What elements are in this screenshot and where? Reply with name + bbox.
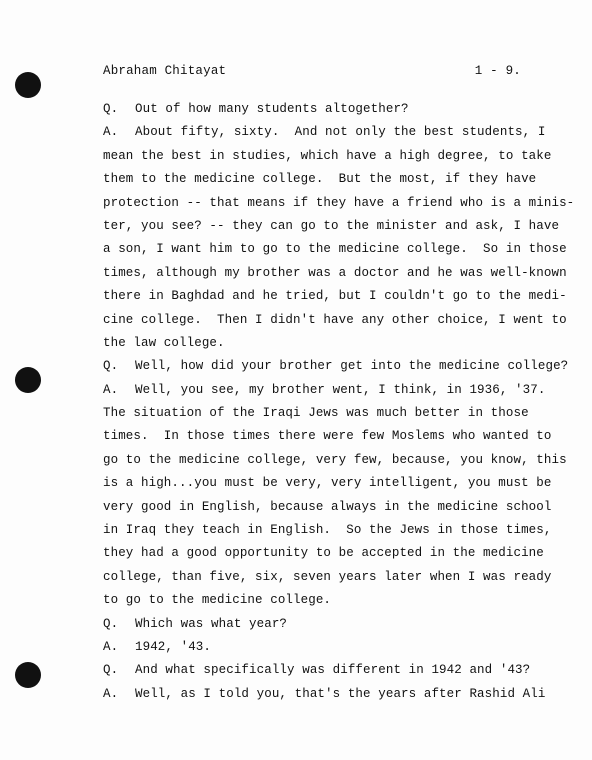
page-number: 1 - 9.	[474, 64, 521, 78]
transcript-line	[103, 238, 567, 261]
transcript-line	[103, 636, 523, 659]
speaker-label: A.	[103, 639, 119, 654]
line-text: Which was what year?	[135, 616, 288, 631]
transcript-line	[103, 519, 552, 542]
transcript-line	[103, 613, 523, 636]
transcript-line	[103, 659, 531, 682]
line-text: to go to the medicine college.	[103, 593, 332, 608]
line-text: And what specifically was different in 1942 and '43?	[135, 663, 531, 678]
transcript-line	[103, 542, 544, 565]
line-text: they had a good opportunity to be accepted in the medicine	[103, 546, 544, 561]
line-text: Well, how did your brother get into the medicine college?	[135, 359, 569, 374]
line-text: in Iraq they teach in English. So the Jews in those times,	[103, 523, 552, 538]
line-text: times. In those times there were few Moslems who wanted to	[103, 429, 552, 444]
transcript-line	[103, 192, 575, 215]
speaker-label: Q.	[103, 359, 119, 374]
line-text: 1942, '43.	[135, 639, 212, 654]
line-text: the law college.	[103, 335, 225, 350]
line-text: The situation of the Iraqi Jews was much better in those	[103, 406, 529, 421]
speaker-label: Q.	[103, 616, 119, 631]
line-text: About fifty, sixty. And not only the best students, I	[135, 125, 546, 140]
speaker-label: A.	[103, 686, 119, 701]
transcript-line	[103, 262, 567, 285]
transcript-line	[103, 121, 546, 144]
line-text: times, although my brother was a doctor and he was well-known	[103, 265, 567, 280]
transcript-body	[103, 98, 575, 706]
line-text: go to the medicine college, very few, because, you know, this	[103, 452, 567, 467]
line-text: Well, you see, my brother went, I think, in 1936, '37.	[135, 382, 546, 397]
transcript-line	[103, 332, 523, 355]
transcript-line	[103, 98, 523, 121]
line-text: ter, you see? -- they can go to the minister and ask, I have	[103, 218, 560, 233]
line-text: protection -- that means if they have a friend who is a minis-	[103, 195, 575, 210]
line-text: college, than five, six, seven years later when I was ready	[103, 569, 552, 584]
transcript-line	[103, 285, 567, 308]
transcript-line	[103, 589, 523, 612]
line-text: Well, as I told you, that's the years after Rashid Ali	[135, 686, 546, 701]
line-text: mean the best in studies, which have a high degree, to take	[103, 148, 552, 163]
transcript-line	[103, 566, 552, 589]
line-text: them to the medicine college. But the most, if they have	[103, 172, 537, 187]
line-text: Out of how many students altogether?	[135, 102, 409, 116]
punch-hole-bottom	[15, 662, 41, 688]
transcript-line	[103, 683, 546, 706]
punch-hole-top	[15, 72, 41, 98]
transcript-line	[103, 215, 560, 238]
transcript-line	[103, 355, 569, 378]
line-text: a son, I want him to go to the medicine college. So in those	[103, 242, 567, 257]
transcript-line	[103, 449, 567, 472]
transcript-line	[103, 168, 537, 191]
transcript-line	[103, 309, 567, 332]
transcript-line	[103, 145, 552, 168]
speaker-label: A.	[103, 382, 119, 397]
speaker-label: A.	[103, 125, 119, 140]
transcript-line	[103, 402, 529, 425]
transcript-line	[103, 379, 546, 402]
line-text: there in Baghdad and he tried, but I couldn't go to the medi-	[103, 289, 567, 304]
interviewee-name: Abraham Chitayat	[103, 64, 227, 78]
punch-hole-middle	[15, 367, 41, 393]
transcript-line	[103, 425, 552, 448]
speaker-label: Q.	[103, 102, 119, 116]
line-text: cine college. Then I didn't have any other choice, I went to	[103, 312, 567, 327]
line-text: very good in English, because always in the medicine school	[103, 499, 552, 514]
speaker-label: Q.	[103, 663, 119, 678]
line-text: is a high...you must be very, very intelligent, you must be	[103, 476, 552, 491]
transcript-line	[103, 496, 552, 519]
transcript-line	[103, 472, 552, 495]
